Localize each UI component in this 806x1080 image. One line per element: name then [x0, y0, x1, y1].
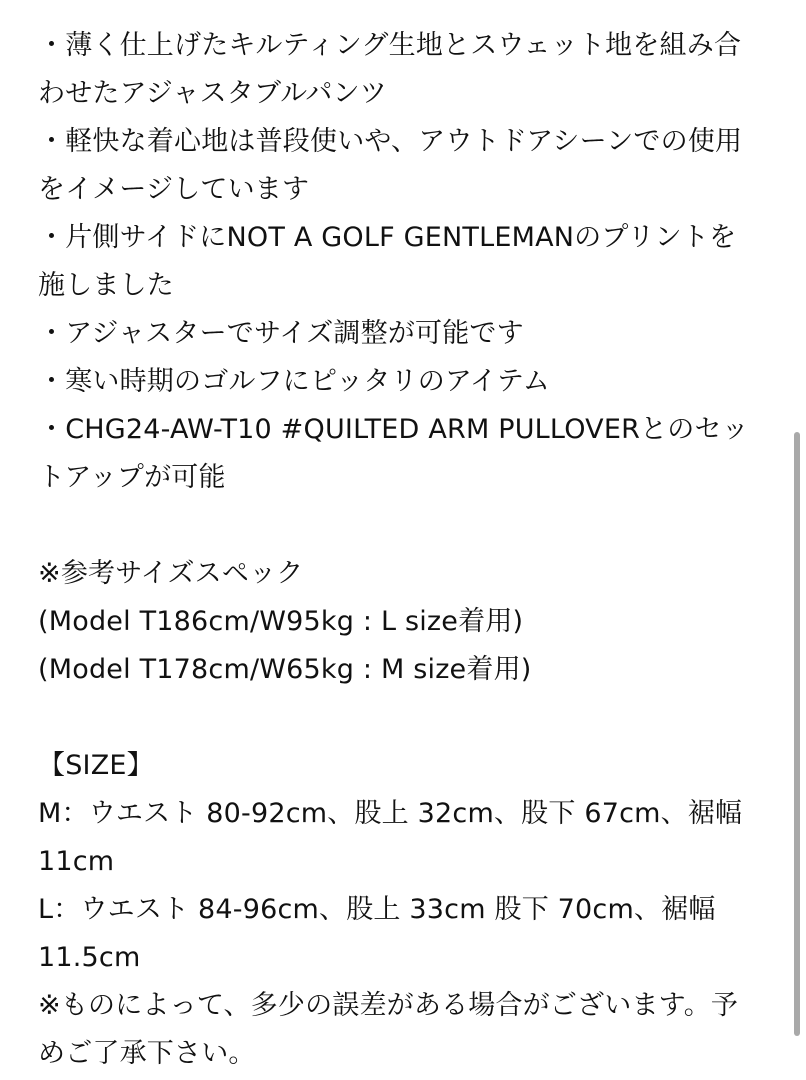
scrollbar-thumb[interactable] — [794, 432, 800, 1036]
scrollbar-track[interactable] — [797, 0, 803, 1080]
size-spec-heading: ※参考サイズスペック — [38, 558, 304, 589]
feature-item: ・CHG24-AW-T10 #QUILTED ARM PULLOVERとのセットアップが可能 — [38, 414, 749, 493]
model-spec-line: (Model T186cm/W95kg : L size着用) — [38, 606, 524, 637]
feature-item: ・薄く仕上げたキルティング生地とスウェット地を組み合わせたアジャスタブルパンツ — [38, 30, 742, 109]
model-spec-line: (Model T178cm/W65kg : M size着用) — [38, 654, 532, 685]
size-table-section — [38, 742, 760, 1078]
feature-list — [38, 22, 760, 502]
section-spacer — [38, 502, 760, 550]
size-line-m: M：ウエスト 80-92cm、股上 32cm、股下 67cm、裾幅 11cm — [38, 798, 743, 877]
size-line-l: L：ウエスト 84-96cm、股上 33cm 股下 70cm、裾幅 11.5cm — [38, 894, 716, 973]
feature-item: ・片側サイドにNOT A GOLF GENTLEMANのプリントを施しました — [38, 222, 737, 301]
size-heading: 【SIZE】 — [38, 750, 154, 781]
feature-item: ・軽快な着心地は普段使いや、アウトドアシーンでの使用をイメージしています — [38, 126, 743, 205]
size-note: ※ものによって、多少の誤差がある場合がございます。予めご了承下さい。 — [38, 990, 739, 1069]
section-spacer — [38, 694, 760, 742]
size-spec-section — [38, 550, 760, 694]
feature-item: ・寒い時期のゴルフにピッタリのアイテム — [38, 366, 550, 397]
feature-item: ・アジャスターでサイズ調整が可能です — [38, 318, 524, 349]
